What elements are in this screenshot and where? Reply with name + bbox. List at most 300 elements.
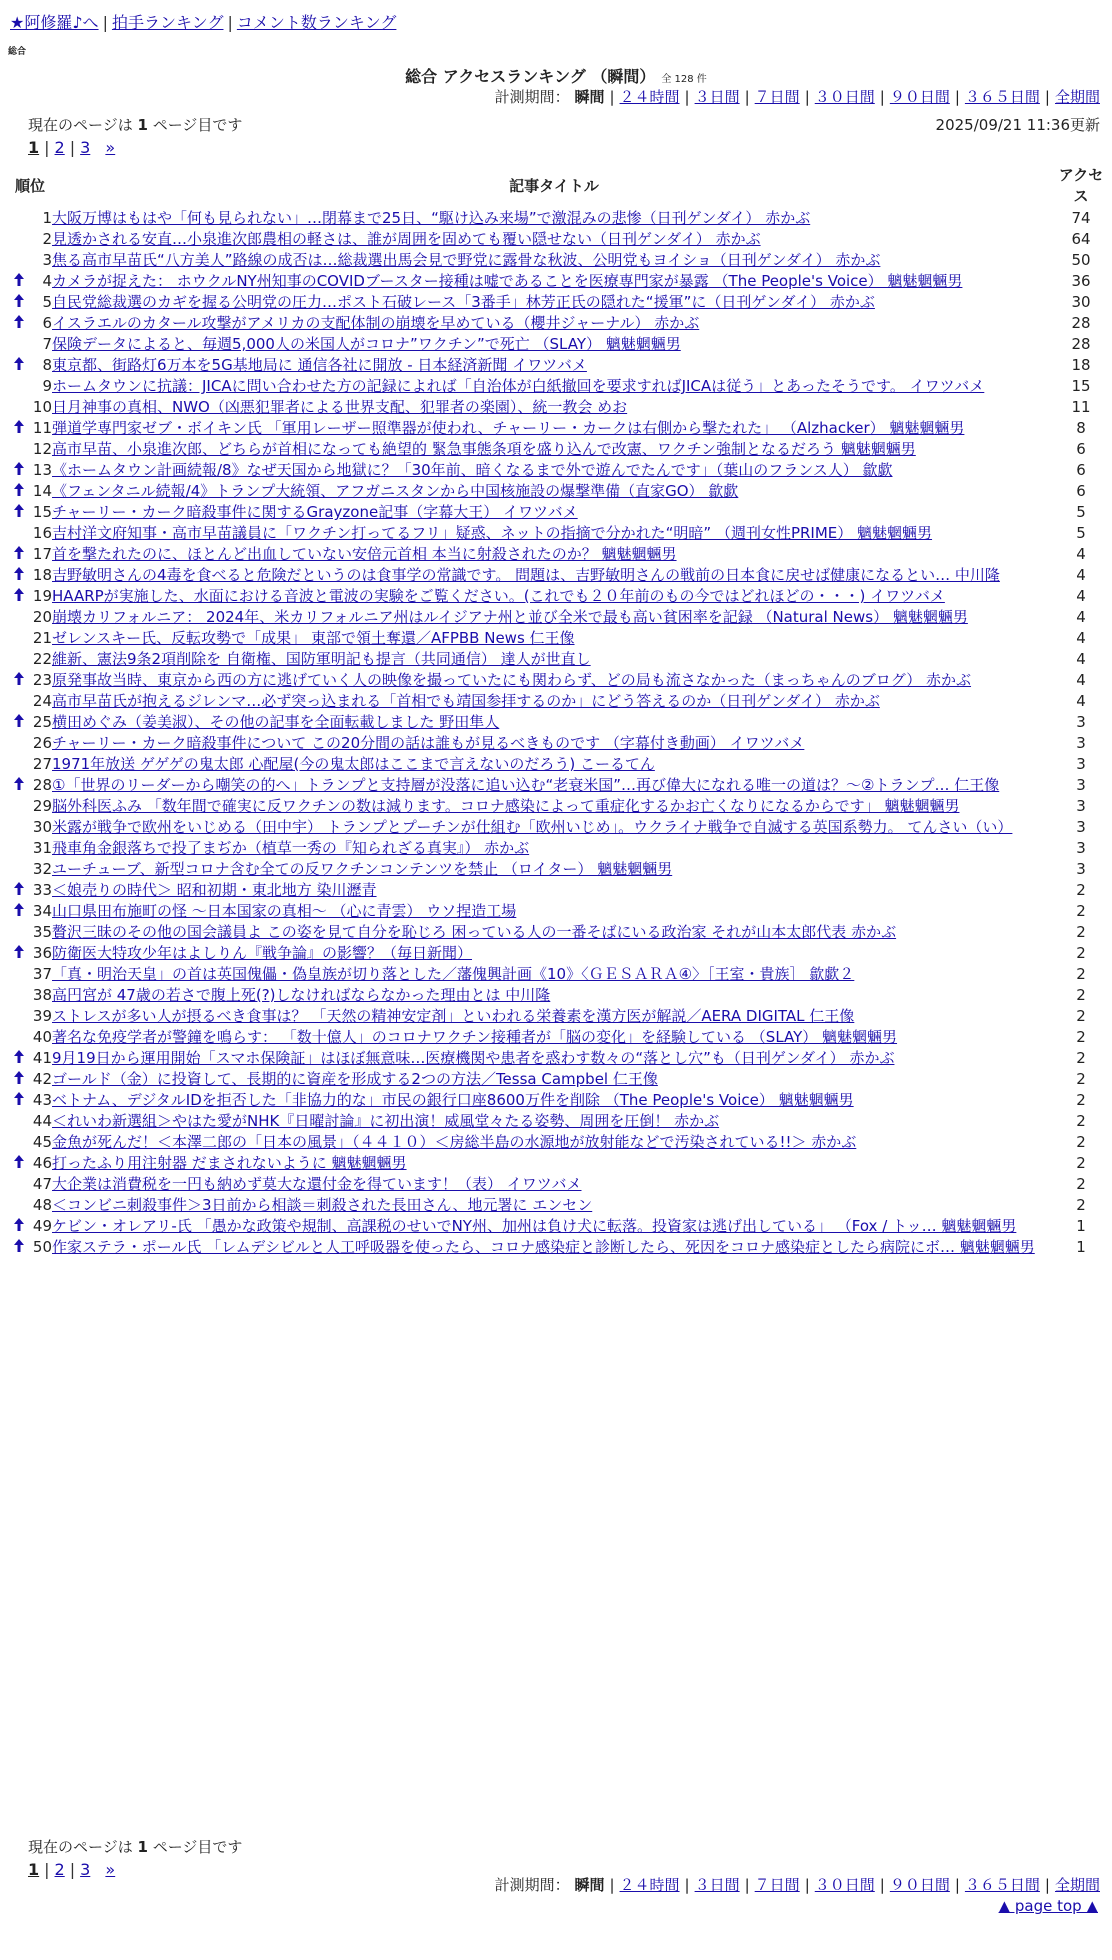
up-arrow-icon (8, 1090, 30, 1111)
rank-header: 順位 (14, 176, 45, 195)
access-count: 3 (1076, 797, 1086, 815)
arrow-cell (8, 796, 30, 817)
article-link[interactable]: チャーリー・カーク暗殺事件について この20分間の話は誰もが見るべきものです （字幕付き動画） イワツバメ (52, 734, 805, 752)
access-count: 3 (1076, 776, 1086, 794)
article-link[interactable]: 防衛医大特攻少年はよしりん『戦争論』の影響？（毎日新聞） (52, 944, 473, 962)
rank-number: 44 (32, 1112, 52, 1130)
article-link[interactable]: 弾道学専門家ゼブ・ボイキン氏 「軍用レーザー照準器が使われ、チャーリー・カークは右側から撃たれた」 （Alzhacker） 魑魅魍魎男 (52, 419, 965, 437)
up-arrow-icon (8, 355, 30, 376)
arrow-cell (8, 649, 30, 670)
article-link[interactable]: 高円宮が 47歳の若さで腹上死(?)しなければならなかった理由とは 中川隆 (52, 986, 551, 1004)
pager-separator: | (69, 1860, 76, 1879)
access-count: 2 (1076, 1133, 1086, 1151)
page-info-prefix: 現在のページは (28, 116, 138, 134)
up-arrow-icon (8, 418, 30, 439)
updated-timestamp: 2025/09/21 11:36更新 (935, 116, 1100, 134)
access-count: 6 (1076, 461, 1086, 479)
page-info-top (28, 114, 242, 135)
title-cell (52, 1006, 1056, 1027)
arrow-cell (8, 229, 30, 250)
page-info-number: 1 (137, 116, 148, 134)
rank-number: 35 (32, 923, 52, 941)
home-link[interactable]: ★阿修羅♪へ (10, 13, 99, 32)
table-row (8, 313, 1106, 334)
period-link-365d[interactable]: ３６５日間 (964, 1876, 1040, 1894)
article-link[interactable]: 「真・明治天皇」の首は英国傀儡・偽皇族が切り落とした／藩傀興計画《10》〈ＧＥＳＡＲＡ④〉［王室・貴族］ 歙歔２ (52, 965, 855, 983)
arrow-cell (8, 250, 30, 271)
table-row (8, 880, 1106, 901)
up-arrow-icon (8, 481, 30, 502)
article-link[interactable]: ＜娘売りの時代＞ 昭和初期・東北地方 染川瀝青 (52, 881, 377, 899)
rank-number: 36 (32, 944, 52, 962)
access-count: 6 (1076, 440, 1086, 458)
article-link[interactable]: 大企業は消費税を一円も納めず莫大な還付金を得ています！（表） イワツバメ (52, 1175, 582, 1193)
period-link-all[interactable]: 全期間 (1054, 1876, 1100, 1894)
title-cell (52, 985, 1056, 1006)
article-link[interactable]: 1971年放送 ゲゲゲの鬼太郎 心配屋(今の鬼太郎はここまで言えないのだろう) こーるてん (52, 755, 655, 773)
period-separator: | (684, 1876, 690, 1894)
title-cell (52, 397, 1056, 418)
table-row (8, 607, 1106, 628)
table-row (8, 1006, 1106, 1027)
arrow-cell (8, 733, 30, 754)
page-info-number: 1 (137, 1838, 148, 1856)
table-row (8, 1153, 1106, 1174)
title-cell (52, 502, 1056, 523)
article-link[interactable]: 金魚が死んだ！＜本澤二郎の「日本の風景」（４４１０）＜房総半島の水源地が放射能などで汚染されている!!＞ 赤かぶ (52, 1133, 857, 1151)
table-row (8, 1174, 1106, 1195)
article-link[interactable]: ベトナム、デジタルIDを拒否した「非協力的な」市民の銀行口座8600万件を削除 （The People's Voice） 魑魅魍魎男 (52, 1091, 854, 1109)
pager-bottom (28, 1860, 115, 1879)
arrow-cell (8, 1006, 30, 1027)
pager-next[interactable]: » (105, 138, 116, 157)
article-link[interactable]: 吉野敏明さんの4毒を食べると危険だというのは食事学の常識です。 問題は、吉野敏明さんの戦前の日本食に戻せば健康になるとい… 中川隆 (52, 566, 1000, 584)
article-link[interactable]: 崩壊カリフォルニア： 2024年、米カリフォルニア州はルイジアナ州と並び全米で最も高い貧困率を記録 （Natural News） 魑魅魍魎男 (52, 608, 968, 626)
article-link[interactable]: 9月19日から運用開始「スマホ保険証」はほぼ無意味…医療機関や患者を惑わす数々の“落とし穴”も（日刊ゲンダイ） 赤かぶ (52, 1049, 895, 1067)
rank-number: 17 (32, 545, 52, 563)
table-row (8, 775, 1106, 796)
period-link-all[interactable]: 全期間 (1054, 88, 1100, 106)
arrow-cell (8, 628, 30, 649)
table-row (8, 1195, 1106, 1216)
article-link[interactable]: 保険データによると、毎週5,000人の米国人がコロナ”ワクチン”で死亡 （SLAY） 魑魅魍魎男 (52, 335, 681, 353)
period-separator: | (879, 1876, 885, 1894)
article-link[interactable]: 自民党総裁選のカギを握る公明党の圧力…ポスト石破レース「3番手」林芳正氏の隠れた“援軍”に（日刊ゲンダイ） 赤かぶ (52, 293, 875, 311)
title-cell (52, 292, 1056, 313)
title-cell (52, 859, 1056, 880)
rank-number: 32 (32, 860, 52, 878)
page-info-suffix: ページ目です (147, 116, 243, 134)
title-cell (52, 1090, 1056, 1111)
table-row (8, 1237, 1106, 1258)
period-link-3d[interactable]: ３日間 (694, 88, 740, 106)
arrow-cell (8, 1027, 30, 1048)
period-label: 計測期間： (494, 1876, 570, 1894)
article-link[interactable]: 焦る高市早苗氏“八方美人”路線の成否は…総裁選出馬会見で野党に露骨な秋波、公明党もヨイショ（日刊ゲンダイ） 赤かぶ (52, 251, 881, 269)
article-link[interactable]: ホームタウンに抗議：JICAに問い合わせた方の記録によれば「自治体が白紙撤回を要求すればJICAは従う」とあったそうです。 イワツバメ (52, 377, 985, 395)
table-row (8, 250, 1106, 271)
table-row (8, 838, 1106, 859)
article-link[interactable]: ユーチューブ、新型コロナ含む全ての反ワクチンコンテンツを禁止 （ロイター） 魑魅魍魎男 (52, 860, 673, 878)
article-link[interactable]: 著名な免疫学者が警鐘を鳴らす： 「数十億人」のコロナワクチン接種者が「脳の変化」を経験している （SLAY） 魑魅魍魎男 (52, 1028, 898, 1046)
table-row (8, 649, 1106, 670)
title-cell (52, 670, 1056, 691)
article-link[interactable]: ケビン・オレアリ-氏 「愚かな政策や規制、高課税のせいでNY州、加州は負け犬に転落。投資家は逃げ出している」 （Fox / トッ… 魑魅魍魎男 (52, 1217, 1017, 1235)
period-link-365d[interactable]: ３６５日間 (964, 88, 1040, 106)
access-count: 2 (1076, 902, 1086, 920)
access-count: 2 (1076, 1175, 1086, 1193)
rank-number: 7 (42, 335, 52, 353)
access-count: 2 (1076, 881, 1086, 899)
period-separator: | (954, 1876, 960, 1894)
access-count: 11 (1071, 398, 1091, 416)
access-count: 18 (1071, 356, 1091, 374)
article-link[interactable]: カメラが捉えた： ホウクルNY州知事のCOVIDブースター接種は嘘であることを医療専門家が暴露 （The People's Voice） 魑魅魍魎男 (52, 272, 963, 290)
title-cell (52, 271, 1056, 292)
rank-number: 45 (32, 1133, 52, 1151)
rank-number: 23 (32, 671, 52, 689)
table-row (8, 1048, 1106, 1069)
clap-ranking-link[interactable]: 拍手ランキング (111, 13, 224, 32)
title-cell (52, 313, 1056, 334)
article-link[interactable]: 首を撃たれたのに、ほとんど出血していない安倍元首相 本当に射殺されたのか？ 魑魅魍魎男 (52, 545, 677, 563)
pager-current: 1 (28, 138, 40, 157)
arrow-cell (8, 1195, 30, 1216)
table-row (8, 1027, 1106, 1048)
article-link[interactable]: 《ホームタウン計画続報/8》なぜ天国から地獄に？「30年前、暗くなるまで外で遊んでたんです」（葉山のフランス人） 歙歔 (52, 461, 893, 479)
rank-number: 26 (32, 734, 52, 752)
period-separator: | (609, 1876, 615, 1894)
page-info-prefix: 現在のページは (28, 1838, 138, 1856)
rank-number: 6 (42, 314, 52, 332)
rank-number: 47 (32, 1175, 52, 1193)
title-cell (52, 775, 1056, 796)
up-arrow-icon (8, 565, 30, 586)
period-current: 瞬間 (574, 88, 605, 106)
period-link-30d[interactable]: ３０日間 (814, 88, 875, 106)
article-link[interactable]: ストレスが多い人が摂るべき食事は？ 「天然の精神安定剤」といわれる栄養素を漢方医が解説／AERA DIGITAL 仁王像 (52, 1007, 855, 1025)
arrow-cell (8, 208, 30, 229)
table-row (8, 1132, 1106, 1153)
access-count: 3 (1076, 818, 1086, 836)
table-header-row (8, 162, 1106, 208)
table-row (8, 355, 1106, 376)
title-cell (52, 1069, 1056, 1090)
article-link[interactable]: 作家ステラ・ポール氏 「レムデシビルと人工呼吸器を使ったら、コロナ感染症と診断したら、死因をコロナ感染症としたら病院にボ… 魑魅魍魎男 (52, 1238, 1035, 1256)
up-arrow-icon (8, 1069, 30, 1090)
article-link[interactable]: 原発事故当時、東京から西の方に逃げていく人の映像を撮っていたにも関わらず、どの局も流さなかった（まっちゃんのブログ） 赤かぶ (52, 671, 972, 689)
rank-number: 12 (32, 440, 52, 458)
access-count: 4 (1076, 545, 1086, 563)
rank-number: 50 (32, 1238, 52, 1256)
article-link[interactable]: チャーリー・カーク暗殺事件に関するGrayzone記事（字幕大王） イワツバメ (52, 503, 578, 521)
table-row (8, 229, 1106, 250)
arrow-cell (8, 439, 30, 460)
up-arrow-icon (8, 1216, 30, 1237)
rank-number: 13 (32, 461, 52, 479)
title-cell (52, 523, 1056, 544)
title-cell (52, 607, 1056, 628)
rank-number: 40 (32, 1028, 52, 1046)
pager-next[interactable]: » (105, 1860, 116, 1879)
title-cell (52, 1216, 1056, 1237)
access-count: 4 (1076, 629, 1086, 647)
table-row (8, 544, 1106, 565)
period-separator: | (1044, 1876, 1050, 1894)
nav-separator: | (227, 13, 233, 32)
pager-top (28, 138, 115, 157)
arrow-cell (8, 817, 30, 838)
rank-number: 2 (42, 230, 52, 248)
table-row (8, 460, 1106, 481)
access-count: 30 (1071, 293, 1091, 311)
article-link[interactable]: 横田めぐみ（姜美淑）、その他の記事を全面転載しました 野田隼人 (52, 713, 500, 731)
pager-page-3[interactable]: 3 (80, 1860, 91, 1879)
article-link[interactable]: 贅沢三昧のその他の国会議員よ この姿を見て自分を恥じろ 困っている人の一番そばにいる政治家 それが山本太郎代表 赤かぶ (52, 923, 897, 941)
title-cell (52, 628, 1056, 649)
arrow-cell (8, 1111, 30, 1132)
arrow-cell (8, 964, 30, 985)
period-link-24h[interactable]: ２４時間 (619, 1876, 680, 1894)
ranking-table (8, 162, 1106, 1258)
article-link[interactable]: 脳外科医ふみ 「数年間で確実に反ワクチンの数は減ります。コロナ感染によって重症化するかお亡くなりになるからです」 魑魅魍魎男 (52, 797, 960, 815)
table-row (8, 1090, 1106, 1111)
title-cell (52, 1174, 1056, 1195)
article-link[interactable]: 打ったふり用注射器 だまされないように 魑魅魍魎男 (52, 1154, 407, 1172)
article-link[interactable]: イスラエルのカタール攻撃がアメリカの支配体制の崩壊を早めている（櫻井ジャーナル） 赤かぶ (52, 314, 700, 332)
rank-number: 31 (32, 839, 52, 857)
article-link[interactable]: ゼレンスキー氏、反転攻勢で「成果」 東部で領土奪還／AFPBB News 仁王像 (52, 629, 575, 647)
article-link[interactable]: ＜コンビニ刺殺事件＞3日前から相談＝刺殺された長田さん、地元署に エンセン (52, 1196, 593, 1214)
table-row (8, 628, 1106, 649)
article-link[interactable]: 吉村洋文府知事・高市早苗議員に「ワクチン打ってるフリ」疑惑、ネットの指摘で分かれた“明暗” （週刊女性PRIME） 魑魅魍魎男 (52, 524, 933, 542)
access-count: 2 (1076, 923, 1086, 941)
title-cell (52, 880, 1056, 901)
title-cell (52, 355, 1056, 376)
title-cell (52, 943, 1056, 964)
nav-separator: | (102, 13, 108, 32)
arrow-cell (8, 922, 30, 943)
table-row (8, 439, 1106, 460)
rank-number: 46 (32, 1154, 52, 1172)
period-link-7d[interactable]: ７日間 (754, 1876, 800, 1894)
title-cell (52, 334, 1056, 355)
rank-number: 41 (32, 1049, 52, 1067)
table-row (8, 964, 1106, 985)
article-link[interactable]: 《フェンタニル続報/4》トランプ大統領、アフガニスタンから中国核施設の爆撃準備（直家GO） 歙歔 (52, 482, 739, 500)
top-nav (10, 10, 396, 33)
article-link[interactable]: ①「世界のリーダーから嘲笑の的へ」トランプと支持層が没落に追い込む“老衰米国”…再び偉大になれる唯一の道は？～②トランプ… 仁王像 (52, 776, 1000, 794)
rank-number: 4 (42, 272, 52, 290)
title-cell (52, 208, 1056, 229)
rank-number: 25 (32, 713, 52, 731)
access-count: 2 (1076, 1154, 1086, 1172)
rank-number: 42 (32, 1070, 52, 1088)
title-cell (52, 796, 1056, 817)
table-row (8, 922, 1106, 943)
arrow-cell (8, 838, 30, 859)
period-link-24h[interactable]: ２４時間 (619, 88, 680, 106)
period-link-90d[interactable]: ９０日間 (889, 88, 950, 106)
article-link[interactable]: 高市早苗氏が抱えるジレンマ…必ず突っ込まれる「首相でも靖国参拝するのか」にどう答えるのか（日刊ゲンダイ） 赤かぶ (52, 692, 880, 710)
access-count: 64 (1071, 230, 1091, 248)
table-row (8, 334, 1106, 355)
title-cell (52, 544, 1056, 565)
period-link-3d[interactable]: ３日間 (694, 1876, 740, 1894)
period-separator: | (804, 1876, 810, 1894)
rank-number: 24 (32, 692, 52, 710)
pager-page-3[interactable]: 3 (80, 138, 91, 157)
rank-number: 49 (32, 1217, 52, 1235)
rank-number: 28 (32, 776, 52, 794)
article-link[interactable]: ＜れいわ新選組＞やはた愛がNHK『日曜討論』に初出演！威風堂々たる姿勢、周囲を圧倒！ 赤かぶ (52, 1112, 720, 1130)
title-cell (52, 1237, 1056, 1258)
rank-number: 34 (32, 902, 52, 920)
arrow-cell (8, 1174, 30, 1195)
title-cell (52, 439, 1056, 460)
period-link-7d[interactable]: ７日間 (754, 88, 800, 106)
page-info-bottom (28, 1836, 242, 1857)
title-cell (52, 1048, 1056, 1069)
rank-number: 27 (32, 755, 52, 773)
access-count: 1 (1076, 1217, 1086, 1235)
article-link[interactable]: 高市早苗、小泉進次郎、どちらが首相になっても絶望的 緊急事態条項を盛り込んで改憲、ワクチン強制となるだろう 魑魅魍魎男 (52, 440, 916, 458)
title-cell (52, 901, 1056, 922)
comment-ranking-link[interactable]: コメント数ランキング (236, 13, 397, 32)
access-count: 3 (1076, 755, 1086, 773)
access-header: アクセス (1058, 166, 1104, 205)
page-top-link[interactable]: ▲ page top ▲ (998, 1897, 1098, 1915)
title-cell (52, 1195, 1056, 1216)
up-arrow-icon (8, 1153, 30, 1174)
table-row (8, 901, 1106, 922)
access-count: 28 (1071, 314, 1091, 332)
title-cell (52, 1111, 1056, 1132)
rank-number: 29 (32, 797, 52, 815)
pager-separator: | (69, 138, 76, 157)
article-link[interactable]: 東京都、街路灯6万本を5G基地局に 通信各社に開放 - 日本経済新聞 イワツバメ (52, 356, 587, 374)
title-cell (52, 1027, 1056, 1048)
table-row (8, 943, 1106, 964)
up-arrow-icon (8, 271, 30, 292)
access-count: 8 (1076, 419, 1086, 437)
article-link[interactable]: ゴールド（金）に投資して、長期的に資産を形成する2つの方法／Tessa Campbel 仁王像 (52, 1070, 658, 1088)
rank-number: 20 (32, 608, 52, 626)
period-separator: | (744, 88, 750, 106)
arrow-cell (8, 523, 30, 544)
table-row (8, 208, 1106, 229)
period-separator: | (804, 88, 810, 106)
table-row (8, 817, 1106, 838)
title-cell (52, 733, 1056, 754)
title-cell (52, 754, 1056, 775)
title-cell (52, 838, 1056, 859)
rank-number: 30 (32, 818, 52, 836)
title-cell (52, 565, 1056, 586)
access-count: 4 (1076, 671, 1086, 689)
table-row (8, 397, 1106, 418)
period-link-90d[interactable]: ９０日間 (889, 1876, 950, 1894)
arrow-cell (8, 754, 30, 775)
access-count: 74 (1071, 209, 1091, 227)
access-count: 2 (1076, 1049, 1086, 1067)
access-count: 2 (1076, 1112, 1086, 1130)
access-count: 6 (1076, 482, 1086, 500)
rank-number: 1 (42, 209, 52, 227)
arrow-cell (8, 334, 30, 355)
table-row (8, 1216, 1106, 1237)
article-link[interactable]: 山口県田布施町の怪 ～日本国家の真相～ （心に青雲） ウソ捏造工場 (52, 902, 517, 920)
up-arrow-icon (8, 1048, 30, 1069)
pager-page-2[interactable]: 2 (54, 1860, 65, 1879)
access-count: 2 (1076, 1028, 1086, 1046)
up-arrow-icon (8, 586, 30, 607)
period-separator: | (744, 1876, 750, 1894)
table-row (8, 796, 1106, 817)
arrow-cell (8, 859, 30, 880)
rank-number: 33 (32, 881, 52, 899)
table-row (8, 565, 1106, 586)
title-cell (52, 481, 1056, 502)
title-cell (52, 586, 1056, 607)
article-link[interactable]: 米露が戦争で欧州をいじめる（田中宇） トランプとプーチンが仕組む「欧州いじめ」。ウクライナ戦争で自滅する英国系勢力。 てんさい（い） (52, 818, 1013, 836)
rank-number: 8 (42, 356, 52, 374)
access-count: 1 (1076, 1238, 1086, 1256)
page-title (0, 64, 1112, 87)
article-link[interactable]: 維新、憲法9条2項削除を 自衛権、国防軍明記も提言（共同通信） 達人が世直し (52, 650, 591, 668)
title-cell (52, 1132, 1056, 1153)
access-count: 3 (1076, 860, 1086, 878)
table-row (8, 670, 1106, 691)
table-row (8, 523, 1106, 544)
access-count: 4 (1076, 650, 1086, 668)
period-separator: | (609, 88, 615, 106)
rank-number: 22 (32, 650, 52, 668)
rank-number: 21 (32, 629, 52, 647)
up-arrow-icon (8, 292, 30, 313)
access-count: 2 (1076, 1007, 1086, 1025)
article-link[interactable]: 見透かされる安直…小泉進次郎農相の軽さは、誰が周囲を固めても覆い隠せない（日刊ゲンダイ） 赤かぶ (52, 230, 761, 248)
ranking-title: 総合 アクセスランキング （瞬間） (405, 67, 656, 86)
table-row (8, 733, 1106, 754)
rank-number: 9 (42, 377, 52, 395)
access-count: 5 (1076, 503, 1086, 521)
period-link-30d[interactable]: ３０日間 (814, 1876, 875, 1894)
article-link[interactable]: HAARPが実施した、水面における音波と電波の実験をご覧ください。(これでも２０年前のもの今ではどれほどの・・・) イワツバメ (52, 587, 945, 605)
title-cell (52, 964, 1056, 985)
access-count: 4 (1076, 692, 1086, 710)
access-count: 3 (1076, 839, 1086, 857)
access-count: 3 (1076, 734, 1086, 752)
article-link[interactable]: 大阪万博はもはや「何も見られない」…閉幕まで25日、“駆け込み来場”で激混みの悲惨（日刊ゲンダイ） 赤かぶ (52, 209, 811, 227)
table-row (8, 376, 1106, 397)
table-row (8, 754, 1106, 775)
access-count: 3 (1076, 713, 1086, 731)
title-header: 記事タイトル (509, 176, 599, 195)
arrow-cell (8, 985, 30, 1006)
table-row (8, 586, 1106, 607)
table-row (8, 292, 1106, 313)
period-separator: | (1044, 88, 1050, 106)
article-link[interactable]: 日月神事の真相、NWO（凶悪犯罪者による世界支配、犯罪者の楽園）、統一教会 めお (52, 398, 628, 416)
up-arrow-icon (8, 880, 30, 901)
title-cell (52, 922, 1056, 943)
pager-page-2[interactable]: 2 (54, 138, 65, 157)
table-row (8, 271, 1106, 292)
article-link[interactable]: 飛車角金銀落ちで投了まぢか（植草一秀の『知られざる真実』） 赤かぶ (52, 839, 530, 857)
table-row (8, 502, 1106, 523)
title-cell (52, 229, 1056, 250)
